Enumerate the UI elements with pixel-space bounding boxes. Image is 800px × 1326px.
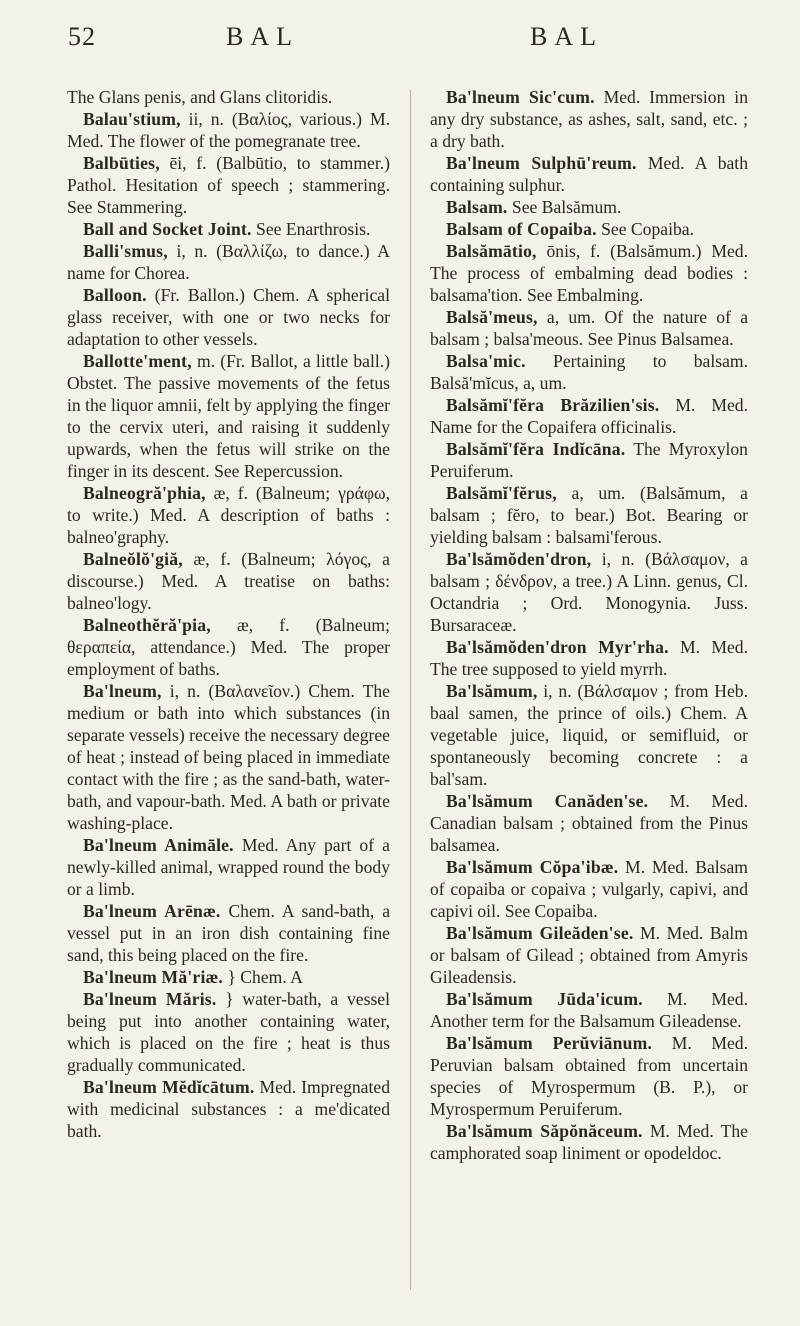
definition: M. Med. Peruvian balsam obtained from uncertain species of Myrospermum (B. P.), or Myrospermum Peruiferum. [430, 1033, 748, 1119]
headword: Balsămĭ'fĕrus, [446, 483, 557, 503]
dictionary-entry [430, 1120, 748, 1164]
headword: Balsămātio, [446, 241, 537, 261]
definition: i, n. (Βαλανεῖον.) Chem. The medium or bath into which substances (in separate vessels) receive the necessary degree of heat ; instead of being placed in immediate contact with the fire ; as the sand-bath, water-bath, and vapour-bath. Med. A bath or private washing-place. [67, 681, 390, 833]
header-left-word: BAL [226, 22, 299, 51]
definition: æ, f. (Balneum; λόγος, a discourse.) Med. A treatise on baths: balneo'logy. [67, 549, 390, 613]
definition: ii, n. (Βαλίος, various.) M. Med. The flower of the pomegranate tree. [67, 109, 390, 151]
definition: ēi, f. (Balbūtio, to stammer.) Pathol. Hesitation of speech ; stammering. See Stammering. [67, 153, 390, 217]
headword: Ba'lsămum Jūda'icum. [446, 989, 643, 1009]
definition: M. Med. Canadian balsam ; obtained from the Pinus balsamea. [430, 791, 748, 855]
dictionary-entry [67, 152, 390, 218]
headword: Ba'lneum Arēnæ. [83, 901, 221, 921]
dictionary-entry [67, 988, 390, 1076]
headword: Ba'lsămum Săpŏnăceum. [446, 1121, 643, 1141]
dictionary-entry [430, 680, 748, 790]
definition: } Chem. A [223, 967, 303, 987]
dictionary-entry [67, 482, 390, 548]
headword: Balneŏlŏ'giă, [83, 549, 183, 569]
headword: Balau'stium, [83, 109, 181, 129]
dictionary-entry [430, 196, 748, 218]
definition: See Enarthrosis. [251, 219, 371, 239]
headword: Ba'lsămum Canăden'se. [446, 791, 649, 811]
headword: Balsămĭ'fĕra Indĭcāna. [446, 439, 626, 459]
definition: M. Med. Balsam of copaiba or copaiva ; vulgarly, capivi, and capivi oil. See Copaiba. [430, 857, 748, 921]
dictionary-entry [430, 86, 748, 152]
dictionary-entry [67, 614, 390, 680]
definition: m. (Fr. Ballot, a little ball.) Obstet. The passive movements of the fetus in the liquor amnii, felt by applying the finger to the cervix uteri, and raising it suddenly upwards, when the fetus will strike on the finger in its descent. See Repercussion. [67, 351, 390, 481]
headword: Balli'smus, [83, 241, 168, 261]
dictionary-entry [430, 394, 748, 438]
dictionary-entry [67, 834, 390, 900]
headword: Balsă'meus, [446, 307, 538, 327]
column-divider [410, 90, 411, 1290]
definition: M. Med. Another term for the Balsamum Gileadense. [430, 989, 748, 1031]
dictionary-entry [430, 482, 748, 548]
definition: } water-bath, a vessel being put into another containing water, which is placed on the fire ; heat is thus gradually communicated. [67, 989, 390, 1075]
definition: M. Med. The tree supposed to yield myrrh. [430, 637, 748, 679]
definition: Pertaining to balsam. Balsă'mĭcus, a, um. [430, 351, 748, 393]
headword: Balloon. [83, 285, 147, 305]
headword: Ba'lsămŏden'dron, [446, 549, 592, 569]
dictionary-entry [430, 548, 748, 636]
definition: Med. A bath containing sulphur. [430, 153, 748, 195]
dictionary-entry [430, 350, 748, 394]
dictionary-entry [430, 306, 748, 350]
dictionary-entry [67, 284, 390, 350]
headword: Balsa'mic. [446, 351, 526, 371]
definition: Med. Impregnated with medicinal substances : a me'dicated bath. [67, 1077, 390, 1141]
definition: a, um. Of the nature of a balsam ; balsa'meous. See Pinus Balsamea. [430, 307, 748, 349]
definition: Med. Any part of a newly-killed animal, wrapped round the body or a limb. [67, 835, 390, 899]
headword: Ba'lneum, [83, 681, 162, 701]
headword: Balsămĭ'fĕra Brăzilien'sis. [446, 395, 660, 415]
headword: Ball and Socket Joint. [83, 219, 252, 239]
dictionary-entry [67, 108, 390, 152]
headword: Balneogră'phia, [83, 483, 206, 503]
definition: a, um. (Balsămum, a balsam ; fĕro, to bear.) Bot. Bearing or yielding balsam : balsami'ferous. [430, 483, 748, 547]
headword: Ba'lsămum Cŏpa'ibæ. [446, 857, 619, 877]
left-column [67, 86, 390, 1142]
definition: See Balsămum. [507, 197, 622, 217]
definition: M. Med. Balm or balsam of Gilead ; obtained from Amyris Gileadensis. [430, 923, 748, 987]
headword: Balneothĕră'pia, [83, 615, 211, 635]
headword: Ballotte'ment, [83, 351, 192, 371]
headword: Ba'lneum Mă'riæ. [83, 967, 224, 987]
dictionary-entry [430, 922, 748, 988]
definition: The Myroxylon Peruiferum. [430, 439, 748, 481]
definition: i, n. (Βαλλίζω, to dance.) A name for Chorea. [67, 241, 390, 283]
definition: M. Med. The camphorated soap liniment or opodeldoc. [430, 1121, 748, 1163]
definition: i, n. (Βάλσαμον ; from Heb. baal samen, the prince of oils.) Chem. A vegetable juice, liquid, or semifluid, or spontaneously becoming concrete : a bal'sam. [430, 681, 748, 789]
dictionary-entry [430, 1032, 748, 1120]
dictionary-entry [67, 350, 390, 482]
page-number: 52 [68, 22, 96, 51]
right-column [430, 86, 748, 1164]
dictionary-entry [430, 790, 748, 856]
headword: Balbūties, [83, 153, 160, 173]
headword: Ba'lsămŏden'dron Myr'rha. [446, 637, 669, 657]
dictionary-entry [67, 966, 390, 988]
dictionary-entry: The Glans penis, and Glans clitoridis. [67, 87, 333, 107]
headword: Ba'lsămum, [446, 681, 538, 701]
headword: Ba'lneum Animāle. [83, 835, 234, 855]
dictionary-entry [67, 1076, 390, 1142]
headword: Balsam. [446, 197, 508, 217]
definition: See Copaiba. [596, 219, 694, 239]
headword: Ba'lneum Mĕdĭcātum. [83, 1077, 255, 1097]
dictionary-entry [67, 548, 390, 614]
headword: Balsam of Copaiba. [446, 219, 597, 239]
dictionary-entry [67, 680, 390, 834]
definition: Med. Immersion in any dry substance, as ashes, salt, sand, etc. ; a dry bath. [430, 87, 748, 151]
headword: Ba'lsămum Gileăden'se. [446, 923, 634, 943]
header-right-word: BAL [530, 22, 603, 51]
dictionary-entry [67, 900, 390, 966]
definition: æ, f. (Balneum; θεραπεία, attendance.) Med. The proper employment of baths. [67, 615, 390, 679]
headword: Ba'lneum Măris. [83, 989, 217, 1009]
headword: Ba'lsămum Perŭviānum. [446, 1033, 653, 1053]
dictionary-entry [67, 240, 390, 284]
dictionary-entry [430, 240, 748, 306]
definition: M. Med. Name for the Copaifera officinalis. [430, 395, 748, 437]
definition: ōnis, f. (Balsămum.) Med. The process of embalming dead bodies : balsama'tion. See Embalming. [430, 241, 748, 305]
headword: Ba'lneum Sic'cum. [446, 87, 595, 107]
dictionary-entry [430, 988, 748, 1032]
dictionary-entry [430, 438, 748, 482]
definition: Chem. A sand-bath, a vessel put in an iron dish containing fine sand, this being placed on the fire. [67, 901, 391, 965]
dictionary-entry [67, 218, 390, 240]
dictionary-entry [430, 152, 748, 196]
definition: æ, f. (Balneum; γράφω, to write.) Med. A description of baths : balneo'graphy. [67, 483, 390, 547]
dictionary-entry [430, 218, 748, 240]
definition: i, n. (Βάλσαμον, a balsam ; δένδρον, a tree.) A Linn. genus, Cl. Octandria ; Ord. Monogynia. Juss. Bursaraceæ. [430, 549, 748, 635]
dictionary-entry [430, 636, 748, 680]
running-header [0, 22, 800, 58]
dictionary-entry [430, 856, 748, 922]
headword: Ba'lneum Sulphū'reum. [446, 153, 637, 173]
definition: (Fr. Ballon.) Chem. A spherical glass receiver, with one or two necks for adaptation to other vessels. [67, 285, 390, 349]
